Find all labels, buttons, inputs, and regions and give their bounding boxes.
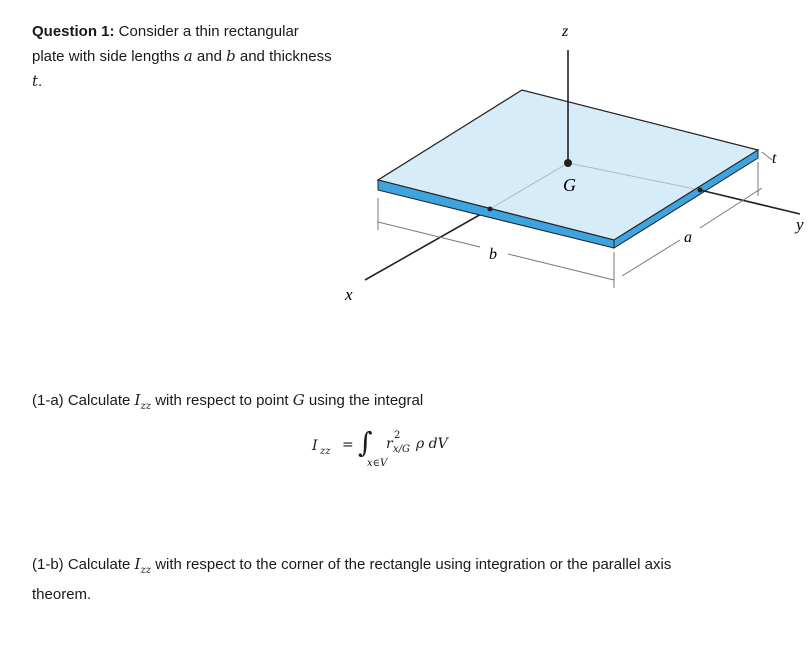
part-1b [32,552,732,607]
y-axis-entry-dot [698,188,703,193]
dim-a-line-1 [622,240,680,276]
intro-text-2: and thickness [235,48,332,65]
integral-equation [312,426,512,476]
var-b: b [226,47,236,65]
eq-lhs: I [312,438,318,454]
var-a: a [183,47,193,65]
eq-integral-sign: ∫ [358,426,373,459]
eq-rest: ρ dV [416,436,448,452]
dim-t-label: t [772,150,777,167]
eq-r: r [386,436,393,452]
dim-b-label: b [489,246,497,263]
eq-equals: = [342,437,354,453]
x-axis-label: x [345,285,353,304]
y-axis-line [700,190,800,214]
eq-domain: x∈V [367,458,388,469]
dim-b-line-2 [508,254,614,280]
point-g-label: G [563,175,576,195]
eq-r-sub: x/G [393,444,410,455]
dim-a-label: a [684,229,692,246]
intro-text-1: Consider a thin rectangular plate with side lengths [32,23,299,65]
part-1a-point: G [292,391,305,409]
y-axis-label: y [796,215,804,234]
part-1a-symbol-sub: zz [140,401,152,412]
part-1a-symbol: I [134,391,141,409]
dim-a-line-2 [700,188,762,228]
part-1a-suffix: with respect to point [151,392,293,409]
z-axis-label: z [562,23,569,40]
part-1a [32,388,423,419]
intro-end: . [38,73,43,90]
eq-r-sup: 2 [394,430,401,441]
x-axis-entry-dot [488,207,493,212]
part-1b-prefix: (1-b) Calculate [32,556,135,573]
part-1a-suffix2: using the integral [304,392,424,409]
part-1a-prefix: (1-a) Calculate [32,392,135,409]
dim-t-leader [762,152,772,160]
part-1b-suffix: with respect to the corner of the rectangle using integration or the parallel axis theorem. [32,556,672,603]
part-1b-symbol-sub: zz [140,565,152,576]
point-g-marker [564,159,572,167]
part-1b-symbol: I [134,555,141,573]
intro-and: and [192,48,227,65]
var-t: t [32,72,39,90]
question-heading: Question 1: [32,23,115,40]
eq-lhs-sub: zz [320,446,331,457]
